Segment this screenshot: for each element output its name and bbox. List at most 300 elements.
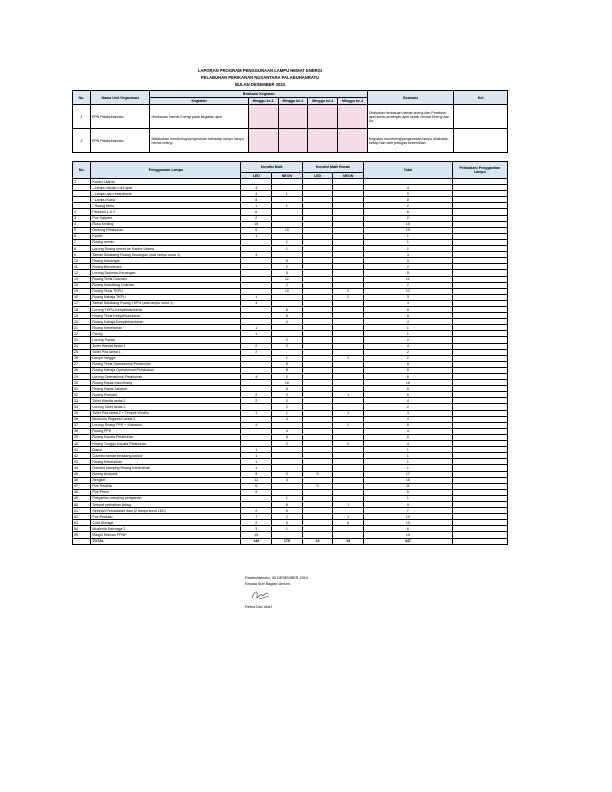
lamp-table	[72, 161, 508, 545]
lamp-no: 27	[73, 361, 91, 367]
lamp-location: Lorong Operasional Pelabuhan	[91, 374, 241, 380]
lamp-total: 15	[363, 532, 452, 538]
lamp-total: 2	[363, 282, 452, 288]
lamp-neon-baik: 2	[272, 337, 303, 343]
lamp-location: Pos Satpam	[91, 215, 241, 221]
lamp-location: Gedung Pelabuhan	[91, 227, 241, 233]
lamp-neon-baik: 2	[272, 282, 303, 288]
total-neon-baik: 175	[272, 538, 303, 544]
lamp-no: 26	[73, 355, 91, 361]
lamp-total: 5	[363, 489, 452, 495]
lamp-location: - Lampu Kaca	[91, 197, 241, 203]
lamp-total: 4	[363, 343, 452, 349]
lamp-total: 15	[363, 520, 452, 526]
lamp-total: 1	[363, 447, 452, 453]
lamp-led-baik: 6	[241, 209, 272, 215]
lamp-total: 11	[363, 483, 452, 489]
lamp-total: 4	[363, 441, 452, 447]
lamp-total: 2	[363, 337, 452, 343]
lamp-total: 2	[363, 264, 452, 270]
lamp-total: 17	[363, 471, 452, 477]
lamp-total: 7	[363, 508, 452, 514]
lamp-location: Lorong Dukman-Keuangan	[91, 270, 241, 276]
lamp-neon-baik: 8	[272, 361, 303, 367]
lamp-location: Ruang Tenis Operasional Pelabuhan	[91, 361, 241, 367]
lamp-total: 16	[363, 477, 452, 483]
lamp-led-baik: 2	[241, 215, 272, 221]
lamp-neon-baik: 8	[272, 386, 303, 392]
lamp-location: Ruang Arsipatik	[91, 471, 241, 477]
lamp-col-lokasi: Penggunaan Lampu	[91, 162, 241, 179]
lamp-led-baik: 5	[241, 489, 272, 495]
lamp-total: 9	[363, 501, 452, 507]
lamp-location: Ruang Kebersihan	[91, 459, 241, 465]
lamp-total: 1	[363, 459, 452, 465]
lamp-location: Ruang Kebersihan	[91, 325, 241, 331]
lamp-location: - Lampu dan resepsionis	[91, 191, 241, 197]
lamp-neon-baik: 1	[272, 191, 303, 197]
total-label: TOTAL	[91, 538, 241, 544]
activity-week-cell	[248, 129, 278, 153]
lamp-led-baik: 1	[241, 233, 272, 239]
total-perbaikan	[452, 538, 507, 544]
lamp-col-baik: Kondisi Baik	[241, 162, 302, 173]
lamp-no: 29	[73, 374, 91, 380]
lamp-location: Taman Belakang Ruang TKPU (ada lampu sorot 1)	[91, 300, 241, 306]
lamp-led-baik: 2	[241, 508, 272, 514]
lamp-neon-baik: 8	[272, 367, 303, 373]
lamp-no: 1	[73, 179, 91, 185]
lamp-no: 43	[73, 459, 91, 465]
lamp-no: 37	[73, 422, 91, 428]
lamp-neon-baik: 10	[272, 288, 303, 294]
lamp-total: 15	[363, 227, 452, 233]
lamp-total: 1	[363, 246, 452, 252]
lamp-no: 40	[73, 441, 91, 447]
lamp-no: 10	[73, 258, 91, 264]
lamp-location: Masjid Ridwan PPNP	[91, 532, 241, 538]
lamp-neon-baik: 8	[272, 501, 303, 507]
lamp-no: 12	[73, 270, 91, 276]
lamp-no: 54	[73, 526, 91, 532]
lamp-total: 1	[363, 331, 452, 337]
lamp-no: 4	[73, 221, 91, 227]
lamp-location: Kantor Utama	[91, 179, 241, 185]
activity-col-unit: Nama Unit Organisasi	[90, 91, 150, 105]
lamp-no: 17	[73, 300, 91, 306]
lamp-location: Ruang Kabaja Kesyahbandaran	[91, 319, 241, 325]
lamp-col-no: No.	[73, 162, 91, 179]
lamp-no: 46	[73, 477, 91, 483]
lamp-location: Gazebo samping Ruang Kebersihan	[91, 465, 241, 471]
lamp-total: 1	[363, 239, 452, 245]
lamp-location: Ruang Tenis Dukman	[91, 276, 241, 282]
lamp-location: Dapur	[91, 447, 241, 453]
lamp-total: 2	[363, 349, 452, 355]
lamp-location: Pos Sindeta	[91, 483, 241, 489]
lamp-neon-baik: 4	[272, 477, 303, 483]
activity-ket	[454, 105, 508, 129]
lamp-total: 1	[363, 325, 452, 331]
lamp-no: 24	[73, 343, 91, 349]
lamp-total: 2	[363, 404, 452, 410]
handwritten-signature	[250, 587, 272, 603]
lamp-no: 38	[73, 428, 91, 434]
lamp-total: 6	[363, 374, 452, 380]
lamp-no: 28	[73, 367, 91, 373]
lamp-location: Ruang Podcast	[91, 392, 241, 398]
lamp-neon-baik: 2	[272, 374, 303, 380]
lamp-total: 5	[363, 191, 452, 197]
activity-unit: PPN Palabuhanratu	[90, 105, 150, 129]
lamp-neon-baik: 16	[272, 380, 303, 386]
lamp-no: 35	[73, 410, 91, 416]
lamp-no: 32	[73, 392, 91, 398]
lamp-total: 12	[363, 288, 452, 294]
lamp-no: 2	[73, 209, 91, 215]
activity-evaluasi: Kegiatan monitoring/pengecekan lampu dilakukan setiap hari oleh petugas kebersihan	[367, 129, 453, 153]
activity-col-no: No.	[73, 91, 91, 105]
lamp-total: 16	[363, 380, 452, 386]
lamp-total: 10	[363, 514, 452, 520]
lamp-neon-baik: 1	[272, 355, 303, 361]
lamp-neon-baik: 1	[272, 495, 303, 501]
lamp-location: Taman Belakang Ruang Keuangan (ada lampu sorot 1)	[91, 252, 241, 258]
activity-col-realisasi: Realisasi Kegiatan	[150, 91, 367, 98]
lamp-no: 15	[73, 288, 91, 294]
lamp-neon-baik: 2	[272, 514, 303, 520]
lamp-neon-baik: 2	[272, 264, 303, 270]
lamp-neon-baik: 8	[272, 313, 303, 319]
lamp-led-rusak: 5	[302, 471, 333, 477]
lamp-led-baik: 3	[241, 526, 272, 532]
activity-evaluasi: Dilakukan himbauan hemat energi dan Pembina apel serta pemimpin apel selain Hemat Energi dan Air	[367, 105, 453, 129]
lamp-total: 5	[363, 258, 452, 264]
lamp-led-baik: 3	[241, 252, 272, 258]
lamp-no: 44	[73, 465, 91, 471]
lamp-led-baik: 2	[241, 392, 272, 398]
lamp-total: 6	[363, 434, 452, 440]
lamp-total: 2	[363, 355, 452, 361]
lamp-led-baik: 8	[241, 197, 272, 203]
lamp-no: 16	[73, 294, 91, 300]
lamp-location: Lorong Toilet lantai 2	[91, 404, 241, 410]
lamp-total: 4	[363, 416, 452, 422]
lamp-neon-baik: 2	[272, 404, 303, 410]
activity-week-cell	[308, 129, 338, 153]
lamp-location: Lorong Ruang PPK + Kabaduh	[91, 422, 241, 428]
activity-no: 2	[73, 129, 91, 153]
lamp-led-baik: 15	[241, 221, 272, 227]
lamp-led-baik: 2	[241, 398, 272, 404]
activity-col-week-3: Minggu ke-3	[308, 98, 338, 105]
lamp-neon-baik: 4	[272, 428, 303, 434]
lamp-total: 6	[363, 526, 452, 532]
lamp-no: 34	[73, 404, 91, 410]
lamp-neon-baik: 1	[272, 203, 303, 209]
signature-position: Kepala Sub Bagian Umum	[245, 582, 290, 586]
lamp-location: Ruang Tunggu Kepala Pelabuhan	[91, 441, 241, 447]
lamp-location: Musholla Dermaga 2	[91, 526, 241, 532]
report-title: LAPORAN PROGRAM PENGGUNAAN LAMPU HEMAT ENERGI	[197, 68, 323, 73]
lamp-no: 47	[73, 483, 91, 489]
lamp-led-baik: 7	[241, 514, 272, 520]
lamp-no: 5	[73, 227, 91, 233]
lamp-neon-baik: 8	[272, 520, 303, 526]
lamp-led-baik: 1	[241, 465, 272, 471]
total-total: 347	[363, 538, 452, 544]
activity-week-cell	[308, 105, 338, 129]
lamp-led-baik: 1	[241, 453, 272, 459]
lamp-location: Bengkel	[91, 477, 241, 483]
lamp-no: 52	[73, 514, 91, 520]
lamp-location: Ruang server	[91, 239, 241, 245]
total-neon-rusak: 15	[333, 538, 364, 544]
lamp-col-total: Total	[363, 162, 452, 179]
lamp-no: 19	[73, 313, 91, 319]
lamp-no: 42	[73, 453, 91, 459]
lamp-location: Ruang Kabaja TKPU	[91, 294, 241, 300]
lamp-no: 48	[73, 489, 91, 495]
lamp-led-baik: 15	[241, 532, 272, 538]
lamp-location: Kantin	[91, 233, 241, 239]
total-led-baik: 146	[241, 538, 272, 544]
lamp-no: 31	[73, 386, 91, 392]
activity-col-week-4: Minggu ke-4	[338, 98, 368, 105]
lamp-neon-rusak: 1	[333, 501, 364, 507]
lamp-neon-baik: 6	[272, 434, 303, 440]
lamp-no: 18	[73, 306, 91, 312]
lamp-total: 8	[363, 361, 452, 367]
lamp-no: 7	[73, 239, 91, 245]
lamp-no: 39	[73, 434, 91, 440]
lamp-total: 4	[363, 398, 452, 404]
lamp-location: Lorong TKPU-Kesyahbandaran	[91, 306, 241, 312]
lamp-no: 3	[73, 215, 91, 221]
lamp-total: 8	[363, 197, 452, 203]
lamp-total: 1	[363, 233, 452, 239]
lamp-no: 50	[73, 501, 91, 507]
lamp-location: Toilet Wanita lantai 1	[91, 343, 241, 349]
activity-kegiatan: Melakukan monitoring/pengecekan terhadap lampu lampu hemat energi	[150, 129, 248, 153]
lamp-total: 1	[363, 465, 452, 471]
lamp-no: 30	[73, 380, 91, 386]
lamp-location: Musholla Pegawai Lantai 2	[91, 416, 241, 422]
lamp-no: 14	[73, 282, 91, 288]
lamp-location: Ruang Tenis TKPU	[91, 288, 241, 294]
lamp-no: 9	[73, 252, 91, 258]
lamp-location: - Ruang tamu	[91, 203, 241, 209]
activity-row	[73, 105, 508, 129]
lamp-location: Lampu tangga	[91, 355, 241, 361]
lamp-location: Sebelah Pendataran ikan (2 lampu sorot LED)	[91, 508, 241, 514]
lamp-col-rusak: Kondisi Mati/ Rusak	[302, 162, 363, 173]
activity-table	[72, 90, 508, 153]
lamp-led-baik: 1	[241, 294, 272, 300]
lamp-no: 23	[73, 337, 91, 343]
lamp-neon-baik: 4	[272, 416, 303, 422]
lamp-neon-rusak: 2	[333, 294, 364, 300]
lamp-led-baik: 2	[241, 349, 272, 355]
lamp-no: 53	[73, 520, 91, 526]
lamp-neon-rusak: 1	[333, 392, 364, 398]
activity-week-cell	[278, 129, 308, 153]
activity-col-ket: Ket	[454, 91, 508, 105]
lamp-led-baik: 6	[241, 483, 272, 489]
lamp-total: 15	[363, 221, 452, 227]
lamp-neon-baik: 10	[272, 227, 303, 233]
lamp-neon-baik: 2	[272, 398, 303, 404]
activity-week-cell	[338, 105, 368, 129]
lamp-total: 8	[363, 386, 452, 392]
lamp-total: 1	[363, 495, 452, 501]
lamp-neon-baik: 1	[272, 526, 303, 532]
lamp-led-baik: 4	[241, 374, 272, 380]
lamp-neon-rusak: 2	[333, 441, 364, 447]
lamp-no: 21	[73, 325, 91, 331]
lamp-neon-baik: 1	[272, 246, 303, 252]
lamp-total: 5	[363, 270, 452, 276]
lamp-led-baik: 12	[241, 477, 272, 483]
activity-col-week-2: Minggu ke-2	[278, 98, 308, 105]
lamp-location: Ruang Kabaja Operasional Pelabuhan	[91, 367, 241, 373]
lamp-no: 11	[73, 264, 91, 270]
lamp-no: 55	[73, 532, 91, 538]
lamp-neon-rusak: 2	[333, 422, 364, 428]
lamp-no: 8	[73, 246, 91, 252]
lamp-col-perbaikan: Perbaikan/ Penggantian Lampu	[452, 162, 507, 179]
lamp-total: 8	[363, 306, 452, 312]
total-led-rusak: 10	[302, 538, 333, 544]
lamp-led-baik: 1	[241, 447, 272, 453]
lamp-led-baik: 1	[241, 203, 272, 209]
lamp-total: 6	[363, 422, 452, 428]
lamp-total: 3	[363, 410, 452, 416]
lamp-total: 4	[363, 185, 452, 191]
lamp-no: 6	[73, 233, 91, 239]
lamp-location: Ruang Keuangan	[91, 258, 241, 264]
lamp-location: Cold Storage	[91, 520, 241, 526]
lamp-total-row	[73, 538, 508, 544]
lamp-neon-rusak: 1	[333, 355, 364, 361]
lamp-neon-baik: 8	[272, 306, 303, 312]
lamp-neon-baik: 12	[272, 276, 303, 282]
lamp-neon-baik: 1	[272, 239, 303, 245]
lamp-total: 8	[363, 367, 452, 373]
lamp-led-baik: 3	[241, 300, 272, 306]
lamp-neon-rusak: 5	[333, 520, 364, 526]
lamp-led-baik: 4	[241, 422, 272, 428]
lamp-no: 36	[73, 416, 91, 422]
lamp-led-baik: 1	[241, 325, 272, 331]
lamp-col-led-baik: LED	[241, 173, 272, 179]
total-no	[73, 538, 91, 544]
lamp-col-neon-rusak: NEON	[333, 173, 364, 179]
lamp-led-baik: 2	[241, 520, 272, 526]
lamp-location: Toilet Pria lantai 1	[91, 349, 241, 355]
lamp-col-neon-baik: NEON	[272, 173, 303, 179]
lamp-neon-baik: 1	[272, 410, 303, 416]
lamp-led-baik: 1	[241, 459, 272, 465]
lamp-led-baik: 1	[241, 331, 272, 337]
lamp-neon-baik: 5	[272, 258, 303, 264]
lamp-total: 3	[363, 252, 452, 258]
signature-name: Retno Dwi Utari	[245, 605, 272, 609]
lamp-location: Pasyambu samping pelayanan	[91, 495, 241, 501]
lamp-location: Rusa Keliling	[91, 221, 241, 227]
lamp-led-baik: 1	[241, 410, 272, 416]
lamp-location: Ruang Bendahara	[91, 264, 241, 270]
lamp-location: Tempat perbaikan jaring	[91, 501, 241, 507]
lamp-location: Toilet Wanita lantai 2	[91, 398, 241, 404]
lamp-no: 45	[73, 471, 91, 477]
activity-unit: PPN Palabuhanratu	[90, 129, 150, 153]
lamp-location: Gazebo taman belakang kantor	[91, 453, 241, 459]
lamp-total: 2	[363, 215, 452, 221]
lamp-neon-rusak: 1	[333, 410, 364, 416]
signature-place-date: Palabuhanratu, 30 DESEMBER 2024	[245, 576, 308, 580]
lamp-no: 33	[73, 398, 91, 404]
lamp-no: 20	[73, 319, 91, 325]
lamp-total: 2	[363, 203, 452, 209]
lamp-neon-baik: 2	[272, 343, 303, 349]
lamp-total: 6	[363, 209, 452, 215]
lamp-location: Ruang Rapat Insecthang	[91, 380, 241, 386]
lamp-no: 25	[73, 349, 91, 355]
lamp-total: 3	[363, 300, 452, 306]
activity-ket	[454, 129, 508, 153]
report-period: BULAN DESEMBER 2024	[234, 82, 286, 87]
lamp-total: 3	[363, 294, 452, 300]
lamp-location: Pantry	[91, 331, 241, 337]
activity-week-cell	[248, 105, 278, 129]
lamp-location: - Lampu depan Lobi apel	[91, 185, 241, 191]
activity-col-week-1: Minggu ke-1	[248, 98, 278, 105]
lamp-location: Pos Peren	[91, 489, 241, 495]
lamp-total: 1	[363, 453, 452, 459]
lamp-neon-baik: 3	[272, 392, 303, 398]
lamp-location: Ruang PPK	[91, 428, 241, 434]
lamp-led-baik: 2	[241, 343, 272, 349]
lamp-neon-rusak: 2	[333, 288, 364, 294]
lamp-led-rusak: 5	[302, 483, 333, 489]
activity-no: 1	[73, 105, 91, 129]
lamp-total: 6	[363, 392, 452, 398]
lamp-location: Ruang Kasubbag Dukman	[91, 282, 241, 288]
lamp-location: Parkiran 1 & 2	[91, 209, 241, 215]
lamp-no: 51	[73, 508, 91, 514]
lamp-led-baik: 4	[241, 185, 272, 191]
activity-col-kegiatan: Kegiatan	[150, 98, 248, 105]
lamp-location: Pos Perikalu	[91, 514, 241, 520]
lamp-location: Ruang Rapat Jabatan	[91, 386, 241, 392]
lamp-neon-baik: 2	[272, 441, 303, 447]
lamp-led-baik: 5	[241, 227, 272, 233]
lamp-col-led-rusak: LED	[302, 173, 333, 179]
lamp-no: 41	[73, 447, 91, 453]
lamp-location: Lorong Ruang server ke Kantor Utama	[91, 246, 241, 252]
lamp-no: 13	[73, 276, 91, 282]
lamp-neon-baik: 4	[272, 319, 303, 325]
lamp-neon-baik: 5	[272, 270, 303, 276]
activity-col-evaluasi: Evaluasi	[367, 91, 453, 105]
lamp-location: Ruang Kepala Pelabuhan	[91, 434, 241, 440]
lamp-total: 4	[363, 428, 452, 434]
lamp-total: 8	[363, 313, 452, 319]
activity-week-cell	[278, 105, 308, 129]
report-institution: PELABUHAN PERIKANAN NUSANTARA PALABUHANRATU	[200, 75, 320, 80]
lamp-no: 22	[73, 331, 91, 337]
